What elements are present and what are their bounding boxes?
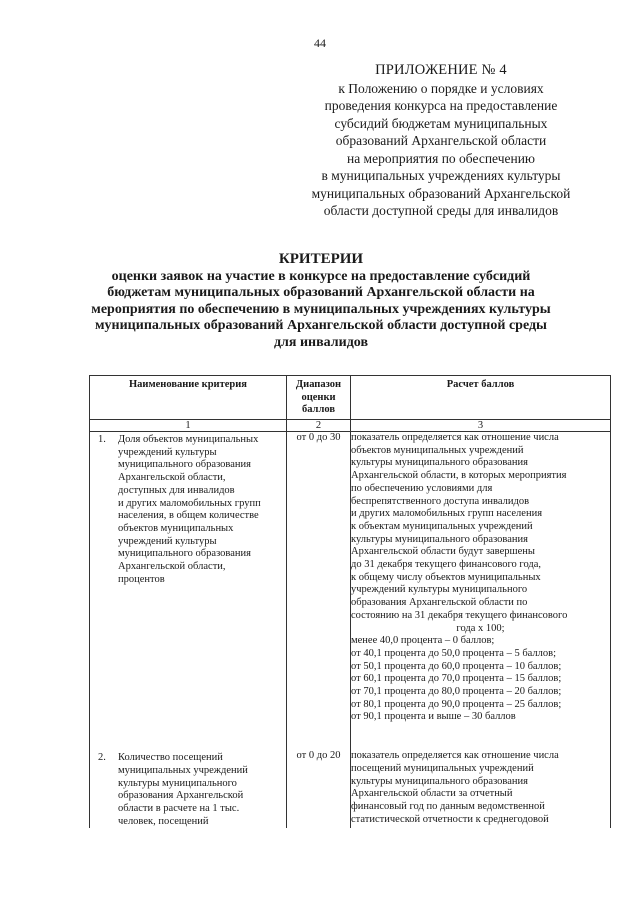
text-line: человек, посещений	[118, 815, 209, 827]
text-line: области в расчете на 1 тыс.	[118, 802, 240, 814]
text-line: от 50,1 процента до 60,0 процента – 10 баллов;	[351, 660, 562, 672]
criterion-name	[118, 752, 284, 828]
page-number: 44	[314, 36, 326, 50]
text-line: финансовый год по данным ведомственной	[351, 800, 545, 812]
table-row	[90, 750, 611, 828]
column-number: 3	[351, 420, 611, 432]
text-line: населения, в общем количестве	[118, 510, 259, 522]
text-line: учреждений культуры	[118, 446, 217, 458]
heading-line: для инвалидов	[273, 334, 369, 350]
appendix-line: на мероприятия по обеспечению	[346, 150, 536, 166]
text-line: доступных для инвалидов	[118, 484, 235, 496]
text-line: Архангельской области,	[118, 472, 226, 484]
text-line: образования Архангельской	[118, 790, 244, 802]
appendix-line: к Положению о порядке и условиях	[338, 80, 544, 96]
heading-line: бюджетам муниципальных образований Архангельской области на	[107, 285, 535, 300]
text-line: от 40,1 процента до 50,0 процента – 5 баллов;	[351, 647, 557, 659]
text-line: состоянию на 31 декабря текущего финансового	[351, 609, 568, 621]
header-score-range	[287, 376, 351, 420]
score-calculation	[351, 750, 611, 828]
heading-line: оценки заявок на участие в конкурсе на предоставление субсидий	[111, 268, 531, 284]
text-line: Количество посещений	[118, 752, 223, 764]
text-line: культуры муниципального	[118, 777, 237, 789]
header-criterion-name: Наименование критерия	[90, 376, 287, 420]
text-line: процентов	[118, 573, 165, 585]
text-line: от 70,1 процента до 80,0 процента – 20 баллов;	[351, 686, 562, 698]
text-line: показатель определяется как отношение числа	[351, 432, 559, 443]
text-line: посещений муниципальных учреждений	[351, 762, 534, 774]
text-line: до 31 декабря текущего финансового года,	[351, 559, 542, 571]
criterion-cell	[90, 750, 287, 828]
text-line: года х 100;	[456, 622, 505, 634]
text-line: статистической отчетности к среднегодовой	[351, 813, 549, 825]
criteria-table	[89, 375, 611, 828]
heading-line: муниципальных образований Архангельской области доступной среды	[95, 318, 547, 333]
text-line: Архангельской области,	[118, 561, 226, 573]
header-range-line: баллов	[301, 404, 336, 415]
score-range: от 0 до 20	[287, 750, 351, 828]
header-score-calculation: Расчет баллов	[351, 376, 611, 420]
text-line: культуры муниципального образования	[351, 533, 528, 545]
score-range: от 0 до 30	[287, 432, 351, 725]
criterion-name	[118, 434, 284, 586]
criterion-cell	[90, 432, 287, 725]
column-number: 2	[287, 420, 351, 432]
text-line: Доля объектов муниципальных	[118, 434, 259, 445]
appendix-line: субсидий бюджетам муниципальных	[334, 115, 548, 131]
appendix-line: муниципальных образований Архангельской	[311, 185, 571, 201]
text-line: показатель определяется как отношение числа	[351, 750, 559, 762]
text-line: Архангельской области будут завершены	[351, 546, 535, 558]
text-line: от 80,1 процента до 90,0 процента – 25 баллов;	[351, 698, 562, 710]
appendix-line: проведения конкурса на предоставление	[324, 98, 558, 113]
text-line: беспрепятственного доступа инвалидов	[351, 495, 530, 507]
header-range-line: Диапазон	[295, 379, 342, 390]
table-header-row	[90, 376, 611, 420]
appendix-line: области доступной среды для инвалидов	[323, 203, 559, 218]
appendix-line: в муниципальных учреждениях культуры	[321, 168, 561, 183]
text-line: муниципальных учреждений	[118, 764, 248, 776]
text-line: Архангельской области, в которых мероприятия	[351, 470, 567, 482]
text-line: объектов муниципальных учреждений	[351, 444, 524, 456]
text-line: учреждений культуры муниципального	[351, 584, 528, 596]
text-line: объектов муниципальных	[118, 522, 234, 534]
heading-line: мероприятия по обеспечению в муниципальных учреждениях культуры	[91, 301, 551, 317]
column-number: 1	[90, 420, 287, 432]
table-row	[90, 432, 611, 725]
header-range-line: оценки	[301, 391, 336, 403]
criterion-number: 1.	[98, 434, 106, 445]
score-calculation	[351, 432, 611, 725]
text-line: и других маломобильных групп	[118, 497, 261, 509]
text-line: муниципального образования	[118, 459, 251, 471]
appendix-line: образований Архангельской области	[335, 133, 547, 148]
text-line: культуры муниципального образования	[351, 775, 528, 787]
text-line: Архангельской области за отчетный	[351, 788, 513, 800]
text-line: к объектам муниципальных учреждений	[351, 520, 533, 532]
text-line: к общему числу объектов муниципальных	[351, 571, 541, 583]
text-line: образования Архангельской области по	[351, 597, 528, 609]
text-line: по обеспечению условиями для	[351, 482, 493, 494]
text-line: от 60,1 процента до 70,0 процента – 15 баллов;	[351, 673, 562, 685]
heading-title: КРИТЕРИИ	[278, 251, 364, 267]
column-number-row	[90, 420, 611, 432]
appendix-title: ПРИЛОЖЕНИЕ № 4	[375, 62, 507, 78]
text-line: от 90,1 процента и выше – 30 баллов	[351, 711, 516, 723]
text-line: и других маломобильных групп населения	[351, 508, 543, 520]
appendix-block	[272, 62, 610, 220]
text-line: культуры муниципального образования	[351, 457, 528, 469]
criterion-number: 2.	[98, 752, 106, 764]
document-heading	[66, 251, 576, 351]
text-line: учреждений культуры	[118, 535, 217, 547]
row-spacer	[90, 724, 611, 750]
text-line: муниципального образования	[118, 548, 251, 560]
text-line: менее 40,0 процента – 0 баллов;	[351, 635, 495, 647]
